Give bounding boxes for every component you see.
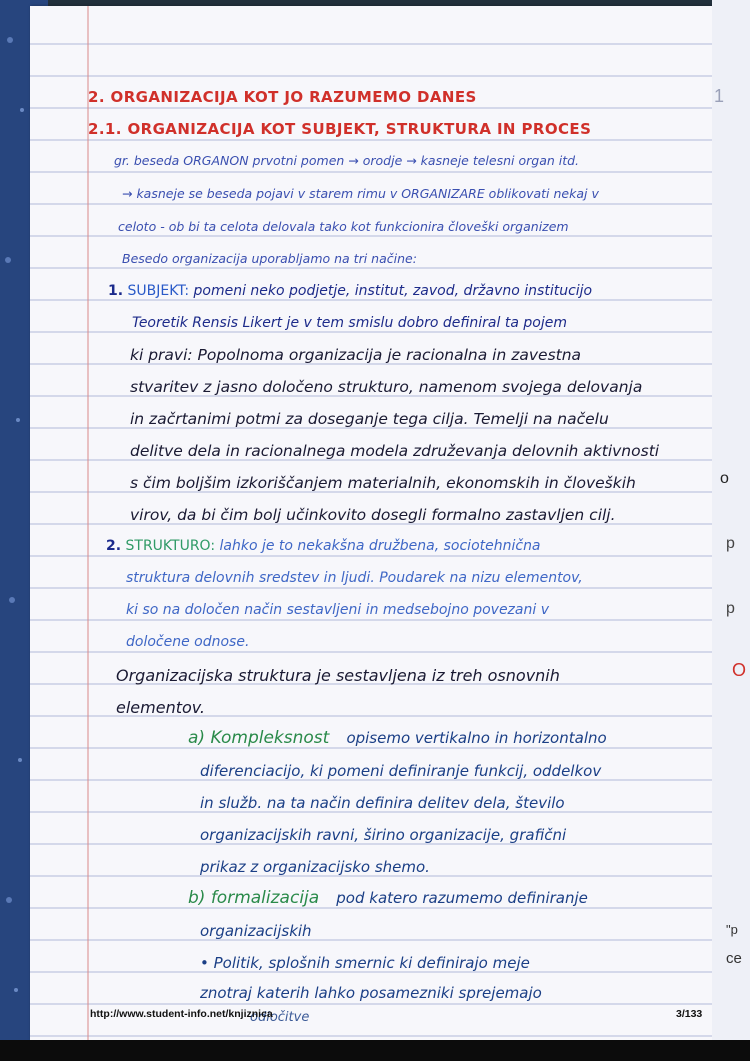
point-1-line: ki pravi: Popolnoma organizacija je racionalna in zavestna: [130, 346, 582, 364]
point-1-line: virov, da bi čim bolj učinkovito dosegli formalno zastavljen cilj.: [130, 506, 616, 524]
intro-line: Besedo organizacija uporabljamo na tri načine:: [122, 251, 417, 266]
footer-page-number: 3/133: [676, 1008, 703, 1020]
point-1-number: 1.: [108, 283, 124, 299]
item-b-line: • Politik, splošnih smernic ki definirajo meje: [200, 954, 530, 972]
item-a: [188, 728, 607, 748]
point-1-line: Teoretik Rensis Likert je v tem smislu dobro definiral ta pojem: [132, 315, 567, 331]
item-b-line: organizacijskih: [200, 922, 312, 940]
next-page-mark: 1: [714, 86, 725, 106]
heading-1: 2. ORGANIZACIJA KOT JO RAZUMEMO DANES: [88, 88, 477, 106]
notebook-page: [30, 6, 715, 1040]
point-2-line: struktura delovnih sredstev in ljudi. Poudarek na nizu elementov,: [126, 570, 583, 586]
item-b-line: pod katero razumemo definiranje: [336, 889, 588, 907]
next-page-mark: p: [726, 535, 735, 552]
scan-bottom-edge: [0, 1040, 750, 1061]
point-2-line: lahko je to nekakšna družbena, sociotehnična: [219, 538, 541, 554]
point-2-title: STRUKTURO:: [125, 538, 216, 554]
next-page-mark: "p: [726, 922, 738, 937]
structure-line: Organizacijska struktura je sestavljena iz treh osnovnih: [116, 666, 560, 685]
intro-line: → kasneje se beseda pojavi v starem rimu v ORGANIZARE oblikovati nekaj v: [122, 186, 599, 201]
item-b-label: b) formalizacija: [188, 888, 320, 908]
intro-line: gr. beseda ORGANON prvotni pomen → orodje → kasneje telesni organ itd.: [114, 153, 580, 168]
point-1-line: pomeni neko podjetje, institut, zavod, državno institucijo: [193, 283, 593, 299]
point-1-line: delitve dela in racionalnega modela združevanja delovnih aktivnosti: [130, 442, 660, 460]
next-page-edge: [712, 0, 750, 1040]
item-b-fragment: odločitve: [250, 1010, 310, 1025]
point-2-number: 2.: [106, 538, 122, 554]
structure-line: elementov.: [116, 698, 206, 717]
point-2-line: ki so na določen način sestavljeni in medsebojno povezani v: [126, 602, 549, 618]
next-page-mark: ce: [726, 950, 742, 967]
point-1: [108, 283, 592, 299]
point-1-line: stvaritev z jasno določeno strukturo, namenom svojega delovanja: [130, 378, 643, 396]
next-page-mark: o: [720, 470, 729, 487]
item-a-line: organizacijskih ravni, širino organizacije, grafični: [200, 826, 567, 844]
point-1-line: in začrtanimi potmi za doseganje tega cilja. Temelji na načelu: [130, 410, 609, 428]
next-page-mark: O: [732, 660, 747, 680]
point-1-line: s čim boljšim izkoriščanjem materialnih, ekonomskih in človeških: [130, 474, 636, 492]
point-1-title: SUBJEKT:: [127, 283, 190, 299]
footer-url[interactable]: http://www.student-info.net/knjiznica: [90, 1008, 273, 1020]
item-a-line: opisemo vertikalno in horizontalno: [346, 729, 607, 747]
item-a-label: a) Kompleksnost: [188, 728, 330, 748]
point-2: [106, 538, 541, 554]
point-2-line: določene odnose.: [126, 634, 250, 650]
item-b-line: znotraj katerih lahko posamezniki sprejemajo: [200, 984, 542, 1002]
next-page-mark: p: [726, 600, 735, 617]
heading-2: 2.1. ORGANIZACIJA KOT SUBJEKT, STRUKTURA IN PROCES: [88, 120, 592, 138]
item-a-line: in služb. na ta način definira delitev dela, število: [200, 794, 565, 812]
item-a-line: prikaz z organizacijsko shemo.: [200, 858, 430, 876]
item-b: [188, 888, 588, 908]
intro-line: celoto - ob bi ta celota delovala tako kot funkcionira človeški organizem: [118, 219, 569, 234]
item-a-line: diferenciacijo, ki pomeni definiranje funkcij, oddelkov: [200, 762, 602, 780]
